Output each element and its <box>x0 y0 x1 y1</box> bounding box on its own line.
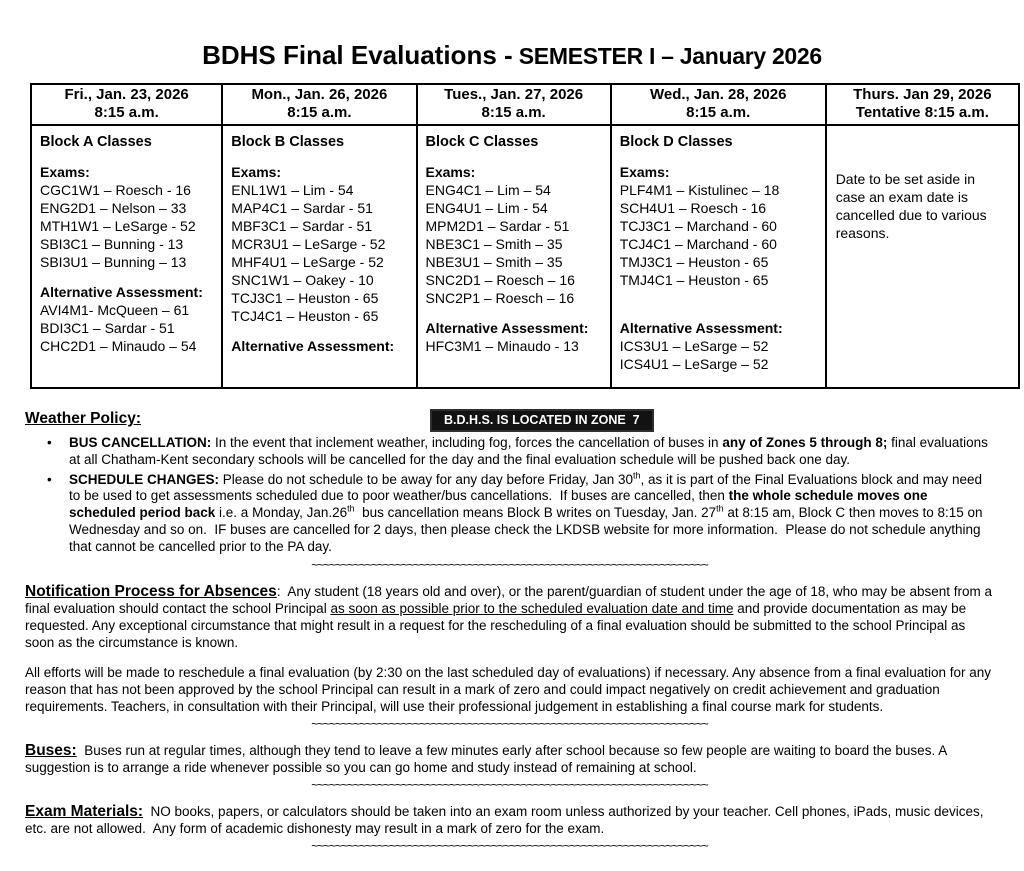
tilde-divider: ~~~~~~~~~~~~~~~~~~~~~~~~~~~~~~~~~~~~~~~~~~~~~~~~~~~~~~~~~~~~~~~~~~ <box>311 838 708 853</box>
date-header <box>32 85 221 126</box>
exams-label: Exams: <box>40 164 90 180</box>
time-line: 8:15 a.m. <box>686 104 751 121</box>
page-title <box>0 40 1024 71</box>
exam-line: TMJ3C1 – Heuston - 65 <box>619 254 769 270</box>
date-line: Tues., Jan. 27, 2026 <box>444 86 584 103</box>
exam-schedule-table <box>30 83 1020 389</box>
column-monday <box>223 85 417 387</box>
exam-line: SBI3U1 – Bunning – 13 <box>40 254 187 270</box>
column-friday <box>32 85 223 387</box>
block-title: Block A Classes <box>40 134 152 150</box>
block-title: Block D Classes <box>619 134 733 150</box>
alt-line: HFC3M1 – Minaudo - 13 <box>425 338 579 354</box>
weather-policy-heading: Weather Policy: <box>25 410 142 427</box>
alt-assessment-label: Alternative Assessment: <box>425 320 589 336</box>
bullet-text: SCHEDULE CHANGES: Please do not schedule to be away for any day before Friday, Jan 30th, as it is part of the Final Evaluations block and may need to be used to get assessments scheduled due to poor weather/bus cancellations. If buses are cancelled, then the whole schedule moves one scheduled period back i.e. a Monday, Jan.26th bus cancellation means Block B writes on Tuesday, Jan. 27th at 8:15 am, Block C then moves to 8:15 on Wednesday and so on. IF buses are cancelled for 2 days, then please check the LKDSB website for more information. Please do not schedule anything that cannot be cancelled prior to the PA day. <box>69 470 987 554</box>
page-body <box>25 410 994 851</box>
time-line: 8:15 a.m. <box>287 104 352 121</box>
bullet-marker: • <box>47 471 52 487</box>
exam-line: SNC1W1 – Oakey - 10 <box>231 272 374 288</box>
exam-line: MTH1W1 – LeSarge - 52 <box>40 218 196 234</box>
exam-line: TCJ3C1 – Marchand - 60 <box>619 218 777 234</box>
date-header <box>612 85 825 126</box>
exams-list <box>426 181 602 307</box>
reschedule-policy-paragraph: All efforts will be made to reschedule a final evaluation (by 2:30 on the last scheduled day of evaluations) if necessary. Any absence from a final evaluation for any reason that has not been approved by the school Principal can result in a mark of zero and could impact negatively on credit achievement and graduation requirements. Teachers, in consultation with their Principal, will use their professional judgement in establishing a final course mark for students. <box>25 664 995 714</box>
exam-line: MAP4C1 – Sardar - 51 <box>231 200 373 216</box>
exams-label: Exams: <box>425 164 476 180</box>
exam-line: SNC2P1 – Roesch – 16 <box>425 290 575 306</box>
exam-line: TMJ4C1 – Heuston - 65 <box>619 272 769 288</box>
exams-list <box>40 181 213 271</box>
buses-paragraph: Buses: Buses run at regular times, although they tend to leave a few minutes early after school because so few people are waiting to board the buses. A suggestion is to arrange a ride whenever possible so you can go home and study instead of remaining at school. <box>25 741 951 775</box>
alt-line: AVI4M1- McQueen – 61 <box>40 302 190 318</box>
bullet-marker: • <box>47 435 52 450</box>
date-header <box>418 85 610 126</box>
bullet-text: BUS CANCELLATION: In the event that inclement weather, including fog, forces the cancellation of buses in any of Zones 5 through 8; final evaluations at all Chatham-Kent secondary schools will be cancelled for the day and the final evaluation schedule will be pushed back one day. <box>69 435 992 467</box>
exams-label: Exams: <box>619 164 670 180</box>
alt-assessment-label: Alternative Assessment: <box>619 320 783 336</box>
block-title: Block B Classes <box>231 134 345 150</box>
column-tuesday <box>418 85 612 387</box>
tilde-divider: ~~~~~~~~~~~~~~~~~~~~~~~~~~~~~~~~~~~~~~~~~~~~~~~~~~~~~~~~~~~~~~~~~~ <box>311 777 708 792</box>
column-wednesday <box>612 85 827 387</box>
exam-line: TCJ4C1 – Marchand - 60 <box>619 236 777 252</box>
tilde-divider: ~~~~~~~~~~~~~~~~~~~~~~~~~~~~~~~~~~~~~~~~~~~~~~~~~~~~~~~~~~~~~~~~~~ <box>311 716 708 731</box>
weather-policy-section-header <box>25 410 994 430</box>
alt-assessment-list <box>620 337 817 373</box>
exam-line: NBE3C1 – Smith – 35 <box>425 236 563 252</box>
date-header <box>827 85 1018 126</box>
exam-line: TCJ4C1 – Heuston - 65 <box>231 308 379 324</box>
exam-line: SBI3C1 – Bunning - 13 <box>40 236 184 252</box>
block-title: Block C Classes <box>425 134 539 150</box>
alt-line: ICS3U1 – LeSarge – 52 <box>619 338 769 354</box>
exam-line: SNC2D1 – Roesch – 16 <box>425 272 575 288</box>
date-line: Thurs. Jan 29, 2026 <box>853 86 992 103</box>
notification-absences-paragraph: Notification Process for Absences: Any student (18 years old and over), or the parent/guardian of student under the age of 18, who may be absent from a final evaluation should contact the school Principal as soon as possible prior to the scheduled evaluation date and time and provide documentation as may be requested. Any exceptional circumstance that might result in a request for the rescheduling of a final evaluation should be submitted to the school Principal as soon as the circumstance is known. <box>25 582 996 650</box>
exam-materials-paragraph: Exam Materials: NO books, papers, or calculators should be taken into an exam room unless authorized by your teacher. Cell phones, iPads, music devices, etc. are not allowed. Any form of academic dishonesty may result in a mark of zero for the exam. <box>25 802 988 836</box>
exam-line: MCR3U1 – LeSarge - 52 <box>231 236 386 252</box>
exam-line: MHF4U1 – LeSarge - 52 <box>231 254 384 270</box>
alt-line: ICS4U1 – LeSarge – 52 <box>619 356 769 372</box>
exam-line: NBE3U1 – Smith – 35 <box>425 254 563 270</box>
exam-line: SCH4U1 – Roesch - 16 <box>619 200 767 216</box>
reserve-date-note: Date to be set aside in case an exam date is cancelled due to various reasons. <box>835 171 987 241</box>
tilde-divider: ~~~~~~~~~~~~~~~~~~~~~~~~~~~~~~~~~~~~~~~~~~~~~~~~~~~~~~~~~~~~~~~~~~ <box>311 557 708 572</box>
exams-label: Exams: <box>231 164 282 180</box>
exam-line: PLF4M1 – Kistulinec – 18 <box>619 182 780 198</box>
date-line: Fri., Jan. 23, 2026 <box>64 86 189 103</box>
alt-assessment-label: Alternative Assessment: <box>231 338 395 354</box>
page-title-sub: SEMESTER I – January 2026 <box>512 43 822 69</box>
column-thursday-tentative <box>827 85 1018 387</box>
date-line: Wed., Jan. 28, 2026 <box>649 86 787 103</box>
date-line: Mon., Jan. 26, 2026 <box>251 86 388 103</box>
exam-line: ENG4C1 – Lim – 54 <box>425 182 551 198</box>
exam-line: CGC1W1 – Roesch - 16 <box>40 182 191 198</box>
exam-line: ENG4U1 – Lim - 54 <box>425 200 548 216</box>
exam-line: MBF3C1 – Sardar - 51 <box>231 218 373 234</box>
exam-line: ENG2D1 – Nelson – 33 <box>40 200 187 216</box>
time-line: Tentative 8:15 a.m. <box>855 104 989 121</box>
zone-badge: B.D.H.S. IS LOCATED IN ZONE 7 <box>430 409 654 432</box>
alt-assessment-list <box>40 301 213 355</box>
bullet-schedule-changes <box>45 472 994 556</box>
time-line: 8:15 a.m. <box>94 104 159 121</box>
exams-list <box>231 181 407 325</box>
exams-list <box>620 181 817 289</box>
alt-assessment-list <box>426 337 602 355</box>
alt-line: CHC2D1 – Minaudo – 54 <box>40 338 197 354</box>
alt-line: BDI3C1 – Sardar - 51 <box>40 320 175 336</box>
exam-line: ENL1W1 – Lim - 54 <box>231 182 354 198</box>
date-header <box>223 85 415 126</box>
exam-line: TCJ3C1 – Heuston - 65 <box>231 290 379 306</box>
time-line: 8:15 a.m. <box>481 104 546 121</box>
bullet-bus-cancellation <box>45 435 994 469</box>
page-title-main: BDHS Final Evaluations - <box>202 40 513 70</box>
alt-assessment-label: Alternative Assessment: <box>40 284 203 300</box>
weather-policy-bullets <box>45 435 994 556</box>
exam-line: MPM2D1 – Sardar - 51 <box>425 218 570 234</box>
